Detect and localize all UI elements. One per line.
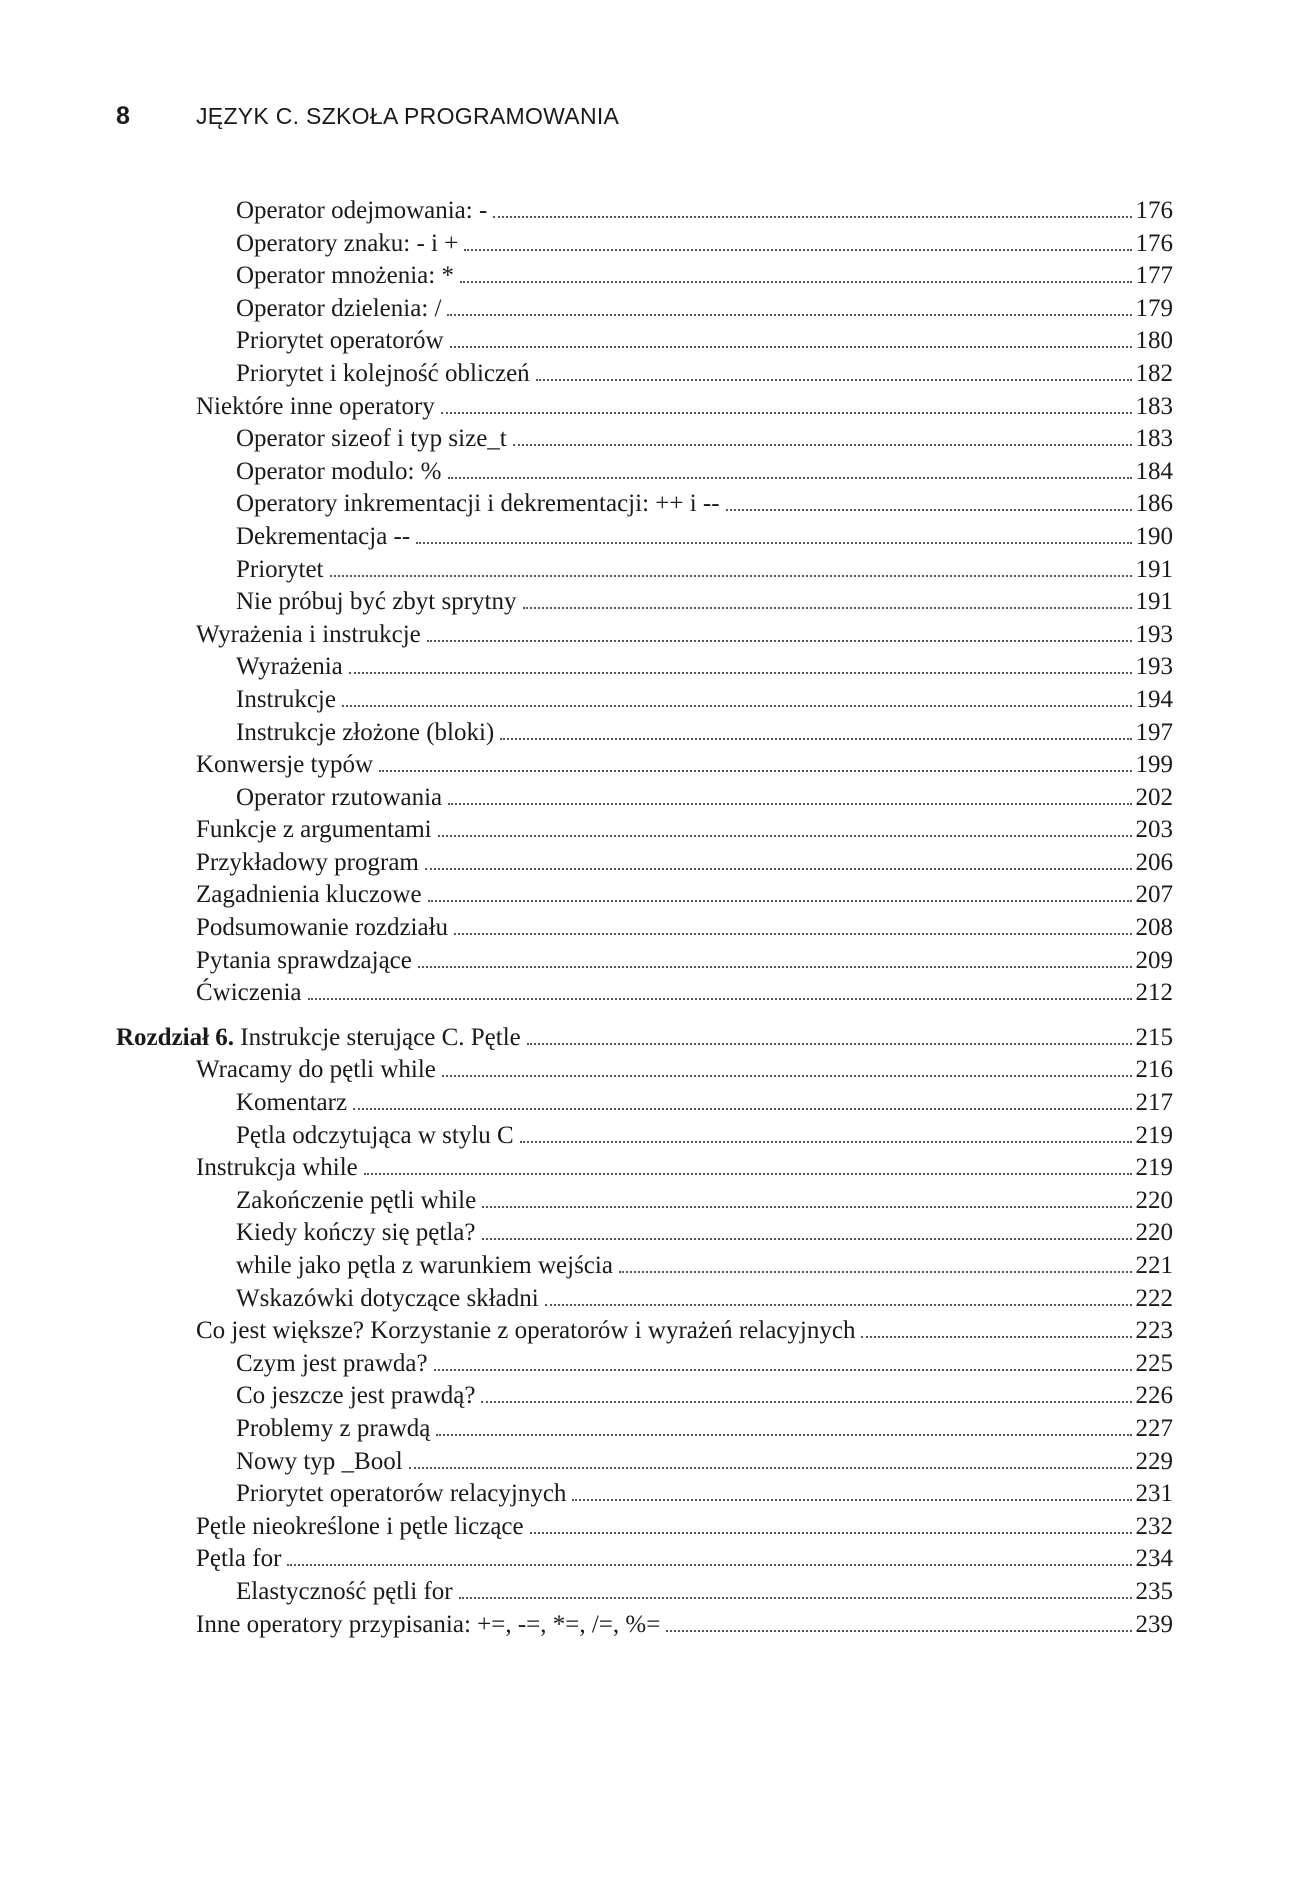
toc-entry — [116, 1446, 1173, 1479]
toc-entry-title — [236, 1413, 436, 1446]
toc-entry-text: Priorytet operatorów — [236, 327, 444, 355]
toc-entry — [116, 521, 1173, 554]
dot-leader — [536, 379, 1132, 381]
dot-leader — [379, 770, 1131, 772]
toc-page-number: 180 — [1135, 327, 1173, 355]
toc-entry-text: Niektóre inne operatory — [196, 392, 435, 420]
toc-entry-title — [196, 391, 441, 424]
toc-entry — [116, 1576, 1173, 1609]
toc-entry-text: Dekrementacja -- — [236, 522, 411, 550]
toc-page-number: 219 — [1135, 1121, 1173, 1149]
toc-page-number: 207 — [1135, 881, 1173, 909]
toc-entry-text: Operator modulo: % — [236, 457, 442, 485]
toc-entry-title — [236, 195, 493, 228]
toc-entry — [116, 1054, 1173, 1087]
dot-leader — [530, 1532, 1132, 1534]
toc-entry-text: Pętla odczytująca w stylu C — [236, 1121, 514, 1149]
running-title: JĘZYK C. SZKOŁA PROGRAMOWANIA — [196, 103, 620, 129]
toc-entry-text: Zagadnienia kluczowe — [196, 881, 422, 909]
toc-entry-title — [236, 554, 330, 587]
toc-entry-text: Wskazówki dotyczące składni — [236, 1284, 539, 1312]
toc-entry-text: Wracamy do pętli while — [196, 1056, 436, 1084]
toc-entry-title — [236, 1348, 434, 1381]
toc-entry — [116, 1087, 1173, 1120]
toc-entry — [116, 1120, 1173, 1153]
toc-entry-text: Co jeszcze jest prawdą? — [236, 1382, 476, 1410]
dot-leader — [861, 1336, 1131, 1338]
dot-leader — [409, 1467, 1132, 1469]
toc-chapter-label: Rozdział 6. — [116, 1023, 235, 1051]
toc-page-number: 226 — [1135, 1382, 1173, 1410]
toc-entry-title — [236, 1250, 619, 1283]
toc-entry-title — [236, 488, 726, 521]
toc-entry — [116, 1380, 1173, 1413]
toc-entry-text: Elastyczność pętli for — [236, 1577, 453, 1605]
toc-entry-text: Nowy typ _Bool — [236, 1447, 403, 1475]
toc-entry-title — [236, 586, 523, 619]
toc-entry-title — [236, 684, 342, 717]
toc-page-number: 229 — [1135, 1447, 1173, 1475]
toc-entry — [116, 1543, 1173, 1576]
toc-entry — [116, 586, 1173, 619]
toc-entry — [116, 1511, 1173, 1544]
dot-leader — [726, 509, 1132, 511]
toc-entry — [116, 814, 1173, 847]
toc-entry-text: while jako pętla z warunkiem wejścia — [236, 1252, 613, 1279]
toc-page-number: 206 — [1135, 848, 1173, 876]
toc-entry — [116, 1478, 1173, 1511]
dot-leader — [436, 1434, 1131, 1436]
toc-entry-title — [196, 847, 425, 880]
toc-entry-text: Konwersje typów — [196, 751, 374, 779]
toc-entry — [116, 619, 1173, 652]
toc-entry — [116, 945, 1173, 978]
toc-entry-title — [236, 228, 464, 261]
toc-entry-text: Operator mnożenia: * — [236, 262, 454, 290]
toc-entry — [116, 1250, 1173, 1283]
dot-leader — [481, 1401, 1131, 1403]
toc-page-number: 193 — [1135, 653, 1173, 681]
toc-page-number: 194 — [1135, 685, 1173, 713]
toc-entry-text: Pętle nieokreślone i pętle liczące — [196, 1512, 524, 1540]
toc-entry — [116, 1348, 1173, 1381]
toc-entry-title — [196, 1054, 442, 1087]
toc-page-number: 219 — [1135, 1154, 1173, 1182]
toc-page-number: 239 — [1135, 1610, 1173, 1638]
toc-entry-text: Zakończenie pętli while — [236, 1186, 477, 1214]
dot-leader — [666, 1630, 1131, 1632]
toc-entry-text: Pętla for — [196, 1545, 282, 1573]
toc-page-number: 231 — [1135, 1480, 1173, 1508]
toc-entry-title — [236, 325, 450, 358]
toc-page-number: 225 — [1135, 1349, 1173, 1377]
page-number: 8 — [116, 102, 130, 130]
toc-entry-text: Wyrażenia — [236, 653, 343, 681]
dot-leader — [427, 640, 1132, 642]
toc-entry — [116, 651, 1173, 684]
toc-entry-title — [236, 1120, 520, 1153]
toc-page-number: 202 — [1135, 783, 1173, 811]
dot-leader — [482, 1206, 1131, 1208]
toc-entry-title — [196, 977, 308, 1010]
toc-page-number: 191 — [1135, 588, 1173, 616]
toc-entry — [116, 260, 1173, 293]
toc-entry — [116, 1413, 1173, 1446]
toc-entry-title — [236, 293, 447, 326]
toc-page-number: 209 — [1135, 946, 1173, 974]
dot-leader — [450, 346, 1132, 348]
dot-leader — [349, 672, 1132, 674]
toc-entry-text: Przykładowy program — [196, 848, 419, 876]
toc-entry-title — [236, 456, 448, 489]
toc-page-number: 182 — [1135, 359, 1173, 387]
toc-entry — [116, 1185, 1173, 1218]
toc-page-number: 177 — [1135, 262, 1173, 290]
toc-page-number: 216 — [1135, 1056, 1173, 1084]
dot-leader — [438, 835, 1132, 837]
toc-page-number: 199 — [1135, 751, 1173, 779]
dot-leader — [572, 1499, 1131, 1501]
toc-page-number: 223 — [1135, 1317, 1173, 1345]
dot-leader — [459, 1597, 1132, 1599]
dot-leader — [454, 933, 1131, 935]
toc-entry-text: Wyrażenia i instrukcje — [196, 620, 421, 648]
dot-leader — [441, 412, 1132, 414]
toc-page-number: 212 — [1135, 979, 1173, 1007]
toc-entry-title — [196, 814, 438, 847]
toc-page-number: 232 — [1135, 1512, 1173, 1540]
toc-page-number: 220 — [1135, 1186, 1173, 1214]
toc-entry-title — [236, 1217, 482, 1250]
toc-entry-text: Operator sizeof i typ size_t — [236, 425, 507, 453]
toc-entry — [116, 1152, 1173, 1185]
toc-entry-title — [236, 782, 448, 815]
dot-leader — [447, 314, 1131, 316]
toc-entry-text: Priorytet i kolejność obliczeń — [236, 359, 530, 387]
toc-entry — [116, 1609, 1173, 1642]
toc-page-number: 203 — [1135, 816, 1173, 844]
toc-entry-title — [196, 1609, 666, 1642]
toc-entry-title — [116, 1022, 527, 1055]
dot-leader — [353, 1108, 1131, 1110]
dot-leader — [464, 249, 1131, 251]
toc-entry-text: Komentarz — [236, 1089, 348, 1117]
dot-leader — [428, 900, 1132, 902]
toc-entry — [116, 554, 1173, 587]
toc-entry-title — [236, 423, 513, 456]
toc-entry — [116, 782, 1173, 815]
dot-leader — [418, 966, 1132, 968]
toc-entry-text: Funkcje z argumentami — [196, 816, 432, 844]
toc-entry-title — [236, 521, 416, 554]
toc-entry — [116, 228, 1173, 261]
toc-entry-text: Priorytet — [236, 555, 324, 583]
toc-page-number: 176 — [1135, 229, 1173, 257]
toc-entry-title — [236, 358, 536, 391]
toc-entry-text: Nie próbuj być zbyt sprytny — [236, 588, 517, 616]
toc-entry-title — [196, 749, 379, 782]
toc-entry-title — [236, 1087, 353, 1120]
dot-leader — [545, 1304, 1132, 1306]
dot-leader — [434, 1369, 1132, 1371]
toc-entry-title — [196, 1511, 530, 1544]
toc-entry-text: Instrukcje — [236, 685, 336, 713]
toc-entry-text: Instrukcja while — [196, 1154, 358, 1182]
toc-page-number: 190 — [1135, 522, 1173, 550]
toc-entry-text: Operator rzutowania — [236, 783, 443, 811]
toc-entry — [116, 293, 1173, 326]
toc-page-number: 217 — [1135, 1089, 1173, 1117]
table-of-contents — [116, 195, 1173, 1641]
page-header — [116, 102, 1176, 136]
toc-entry — [116, 1315, 1173, 1348]
toc-entry-title — [236, 1283, 545, 1316]
dot-leader — [448, 477, 1132, 479]
toc-entry — [116, 195, 1173, 228]
toc-entry — [116, 391, 1173, 424]
toc-entry-text: Operatory znaku: - i + — [236, 229, 459, 257]
toc-entry-title — [236, 1380, 481, 1413]
toc-page-number: 176 — [1135, 197, 1173, 224]
dot-leader — [416, 542, 1131, 544]
toc-entry-title — [236, 1185, 482, 1218]
dot-leader — [287, 1564, 1131, 1566]
toc-page-number: 191 — [1135, 555, 1173, 583]
dot-leader — [364, 1173, 1132, 1175]
toc-entry-text: Kiedy kończy się pętla? — [236, 1219, 476, 1247]
toc-page-number: 227 — [1135, 1414, 1173, 1442]
toc-entry — [116, 684, 1173, 717]
toc-entry — [116, 488, 1173, 521]
dot-leader — [527, 1043, 1132, 1045]
toc-page-number: 197 — [1135, 718, 1173, 746]
toc-entry — [116, 749, 1173, 782]
toc-entry-title — [196, 912, 454, 945]
toc-entry-text: Operator odejmowania: - — [236, 197, 488, 224]
toc-page-number: 183 — [1135, 425, 1173, 453]
dot-leader — [342, 705, 1132, 707]
toc-entry — [116, 977, 1173, 1010]
toc-entry — [116, 879, 1173, 912]
toc-page-number: 234 — [1135, 1545, 1173, 1573]
toc-entry-text: Priorytet operatorów relacyjnych — [236, 1480, 567, 1508]
toc-entry — [116, 912, 1173, 945]
toc-page-number: 208 — [1135, 914, 1173, 942]
dot-leader — [513, 444, 1132, 446]
toc-entry-title — [236, 717, 500, 750]
toc-entry — [116, 847, 1173, 880]
toc-page-number: 221 — [1135, 1252, 1173, 1279]
toc-entry-text: Inne operatory przypisania: +=, -=, *=, /=, %= — [196, 1610, 661, 1638]
toc-entry-title — [196, 945, 418, 978]
dot-leader — [425, 868, 1132, 870]
toc-entry-title — [236, 260, 460, 293]
dot-leader — [330, 575, 1132, 577]
dot-leader — [460, 281, 1132, 283]
dot-leader — [493, 216, 1131, 218]
toc-page-number: 179 — [1135, 294, 1173, 322]
toc-chapter-entry — [116, 1022, 1173, 1055]
toc-entry-text: Instrukcje sterujące C. Pętle — [240, 1023, 521, 1051]
toc-page-number: 193 — [1135, 620, 1173, 648]
toc-entry-text: Pytania sprawdzające — [196, 946, 412, 974]
toc-page-number: 222 — [1135, 1284, 1173, 1312]
toc-page-number: 184 — [1135, 457, 1173, 485]
toc-page-number: 186 — [1135, 490, 1173, 518]
toc-entry-title — [236, 1446, 409, 1479]
toc-entry-text: Co jest większe? Korzystanie z operatorów i wyrażeń relacyjnych — [196, 1317, 856, 1345]
toc-entry-text: Ćwiczenia — [196, 979, 302, 1007]
toc-entry-title — [196, 1152, 364, 1185]
toc-entry-text: Operatory inkrementacji i dekrementacji: ++ i -- — [236, 490, 720, 518]
toc-entry-title — [196, 619, 427, 652]
toc-entry-text: Operator dzielenia: / — [236, 294, 442, 322]
dot-leader — [500, 738, 1131, 740]
dot-leader — [520, 1141, 1132, 1143]
toc-entry — [116, 1217, 1173, 1250]
toc-page-number: 220 — [1135, 1219, 1173, 1247]
dot-leader — [308, 998, 1132, 1000]
toc-entry-text: Czym jest prawda? — [236, 1349, 428, 1377]
dot-leader — [523, 607, 1132, 609]
dot-leader — [482, 1238, 1132, 1240]
toc-entry — [116, 325, 1173, 358]
dot-leader — [442, 1075, 1132, 1077]
toc-entry — [116, 717, 1173, 750]
toc-entry-title — [196, 1315, 861, 1348]
toc-entry — [116, 358, 1173, 391]
toc-entry-title — [236, 651, 349, 684]
toc-entry-text: Problemy z prawdą — [236, 1414, 431, 1442]
toc-entry-title — [196, 879, 428, 912]
toc-entry — [116, 1283, 1173, 1316]
toc-entry-title — [196, 1543, 287, 1576]
toc-entry — [116, 423, 1173, 456]
toc-entry — [116, 456, 1173, 489]
toc-entry-title — [236, 1478, 572, 1511]
toc-page-number: 235 — [1135, 1577, 1173, 1605]
dot-leader — [448, 803, 1131, 805]
toc-page-number: 183 — [1135, 392, 1173, 420]
toc-entry-title — [236, 1576, 459, 1609]
toc-entry-text: Instrukcje złożone (bloki) — [236, 718, 495, 746]
toc-entry-text: Podsumowanie rozdziału — [196, 914, 449, 942]
dot-leader — [619, 1271, 1132, 1273]
toc-page-number: 215 — [1135, 1023, 1173, 1051]
